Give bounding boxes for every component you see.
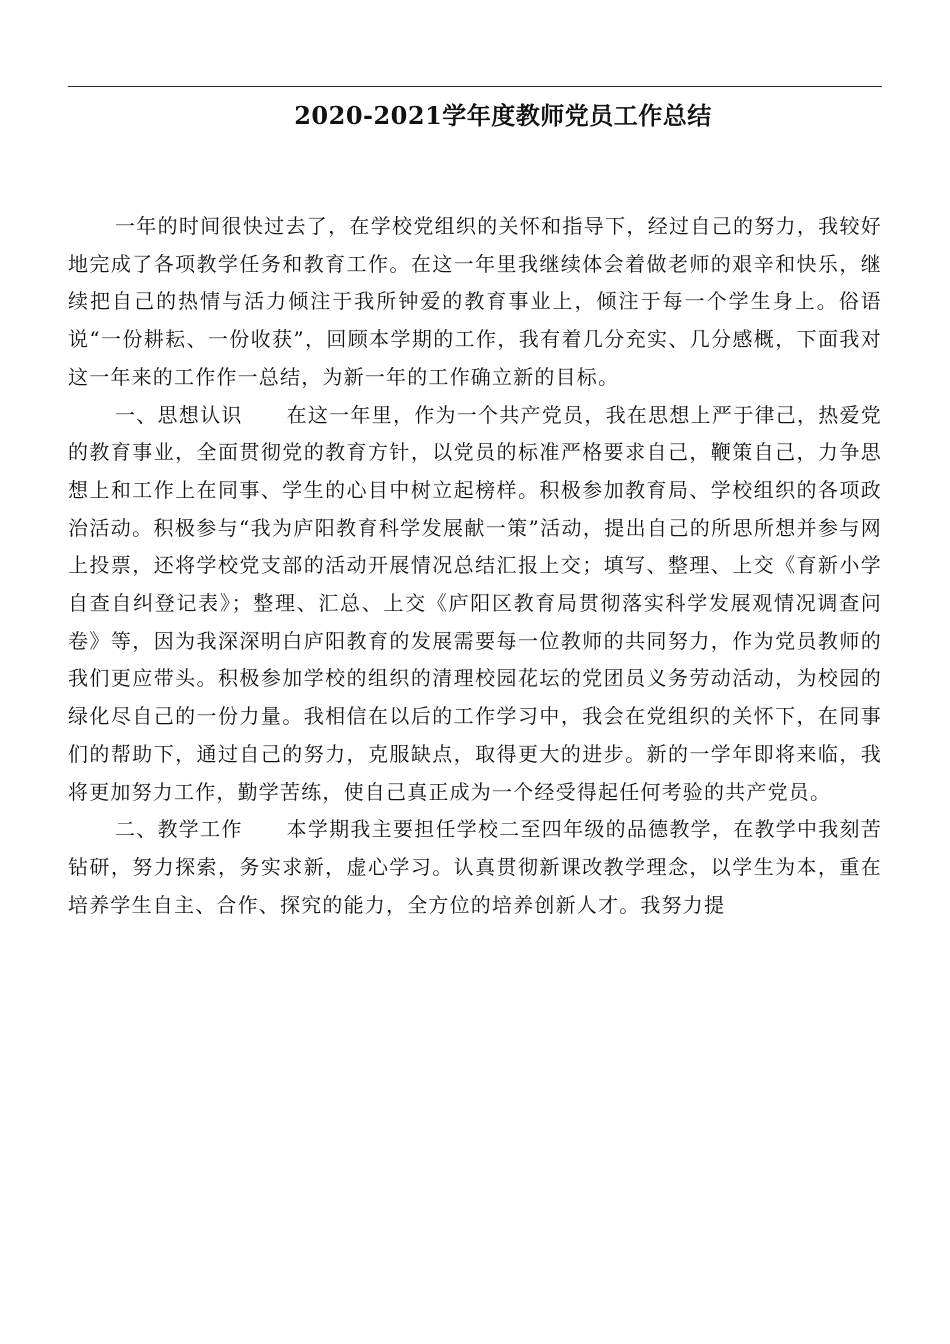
section-heading-thought: 一、思想认识: [115, 402, 243, 427]
section-text-thought: 在这一年里，作为一个共产党员，我在思想上严于律己，热爱党的教育事业，全面贯彻党的教育方针，以党员的标准严格要求自己，鞭策自己，力争思想上和工作上在同事、学生的心目中树立起榜样。积极参加教育局、学校组织的各项政治活动。积极参与“我为庐阳教育科学发展献一策”活动，提出自己的所思所想并参与网上投票，还将学校党支部的活动开展情况总结汇报上交；填写、整理、上交《育新小学自查自纠登记表》；整理、汇总、上交《庐阳区教育局贯彻落实科学发展观情况调查问卷》等，因为我深深明白庐阳教育的发展需要每一位教师的共同努力，作为党员教师的我们更应带头。积极参加学校的组织的清理校园花坛的党团员义务劳动活动，为校园的绿化尽自己的一份力量。我相信在以后的工作学习中，我会在党组织的关怀下，在同事们的帮助下，通过自己的努力，克服缺点，取得更大的进步。新的一学年即将来临，我将更加努力工作，勤学苦练，使自己真正成为一个经受得起任何考验的共产党员。: [68, 402, 882, 804]
section-text-teaching: 本学期我主要担任学校二至四年级的品德教学，在教学中我刻苦钻研，努力探索，务实求新，虚心学习。认真贯彻新课改教学理念，以学生为本，重在培养学生自主、合作、探究的能力，全方位的培养创新人才。我努力提: [68, 817, 882, 917]
section-heading-teaching: 二、教学工作: [115, 817, 243, 842]
intro-paragraph: 一年的时间很快过去了，在学校党组织的关怀和指导下，经过自己的努力，我较好地完成了各项教学任务和教育工作。在这一年里我继续体会着做老师的艰辛和快乐，继续把自己的热情与活力倾注于我所钟爱的教育事业上，倾注于每一个学生身上。俗语说“一份耕耘、一份收获”，回顾本学期的工作，我有着几分充实、几分感概，下面我对这一年来的工作作一总结，为新一年的工作确立新的目标。: [68, 214, 882, 389]
header-rule: [68, 86, 882, 87]
document-body: [68, 208, 882, 924]
section-paragraph-teaching: [68, 811, 882, 924]
section-paragraph-thought: [68, 397, 882, 812]
document-title: 2020-2021学年度教师党员工作总结: [294, 101, 712, 130]
